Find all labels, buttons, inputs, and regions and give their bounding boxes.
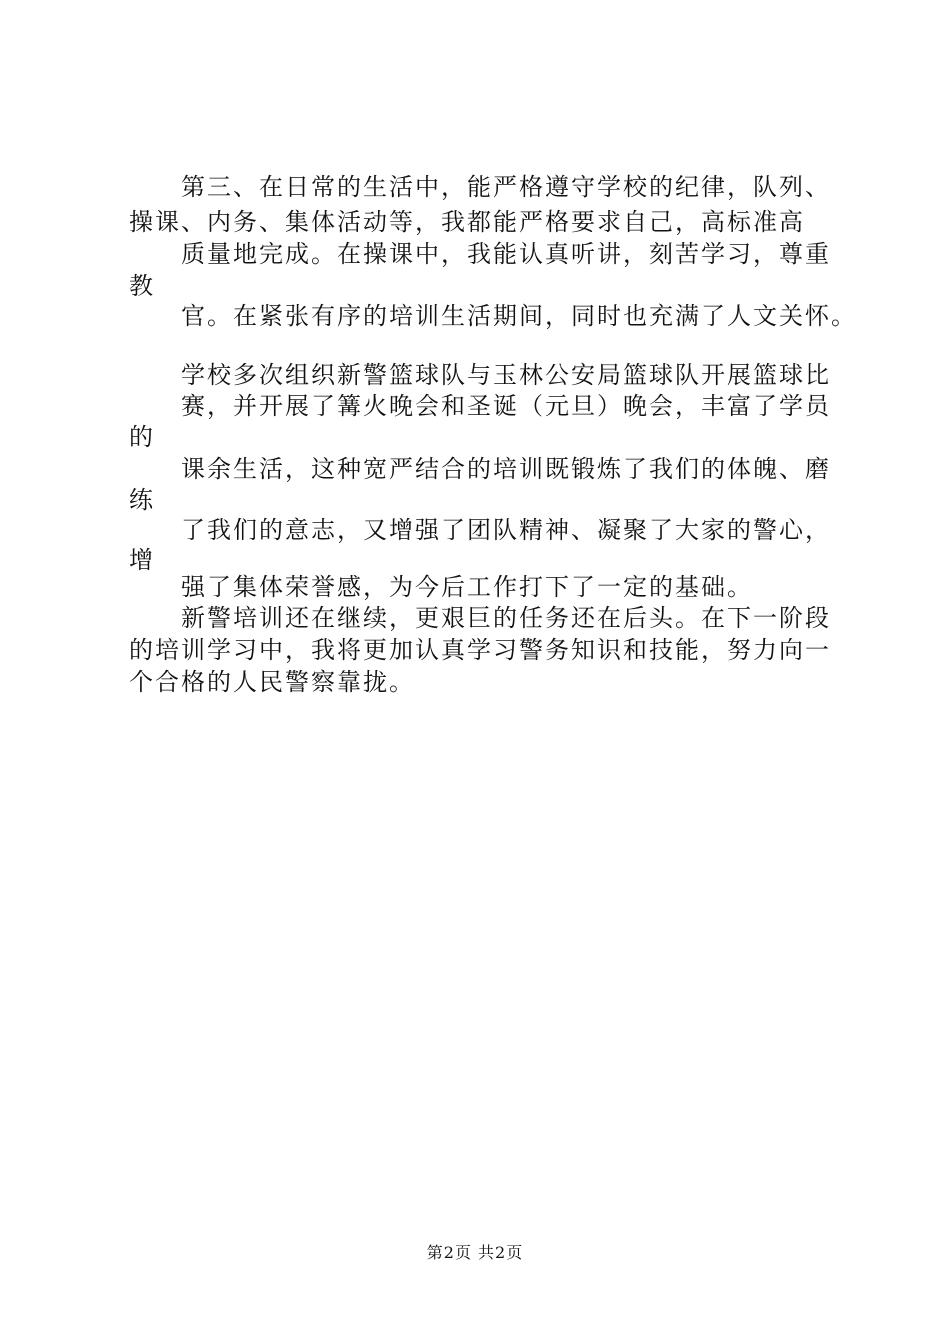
text-line: 增	[129, 546, 155, 574]
text-line: 课余生活，这种宽严结合的培训既锻炼了我们的体魄、磨	[181, 455, 831, 483]
text-line: 个合格的人民警察靠拢。	[129, 668, 415, 696]
text-line: 第三、在日常的生活中，能严格遵守学校的纪律，队列、	[181, 173, 831, 201]
text-line: 的培训学习中，我将更加认真学习警务知识和技能，努力向一	[129, 636, 831, 664]
text-line: 新警培训还在继续，更艰巨的任务还在后头。在下一阶段	[181, 604, 831, 632]
text-line: 练	[129, 486, 155, 514]
text-line: 官。在紧张有序的培训生活期间，同时也充满了人文关怀。	[181, 302, 857, 330]
text-line: 学校多次组织新警篮球队与玉林公安局篮球队开展篮球比	[181, 361, 831, 389]
text-line: 质量地完成。在操课中，我能认真听讲，刻苦学习，尊重	[181, 240, 831, 268]
page-footer: 第2页 共2页	[426, 1243, 524, 1262]
text-line: 教	[129, 272, 155, 300]
text-line: 了我们的意志，又增强了团队精神、凝聚了大家的警心，	[181, 516, 831, 544]
text-line: 的	[129, 423, 155, 451]
text-line: 赛，并开展了篝火晚会和圣诞（元旦）晚会，丰富了学员	[181, 392, 831, 420]
text-line: 操课、内务、集体活动等，我都能严格要求自己，高标准高	[129, 208, 805, 236]
text-line: 强了集体荣誉感，为今后工作打下了一定的基础。	[181, 573, 753, 601]
